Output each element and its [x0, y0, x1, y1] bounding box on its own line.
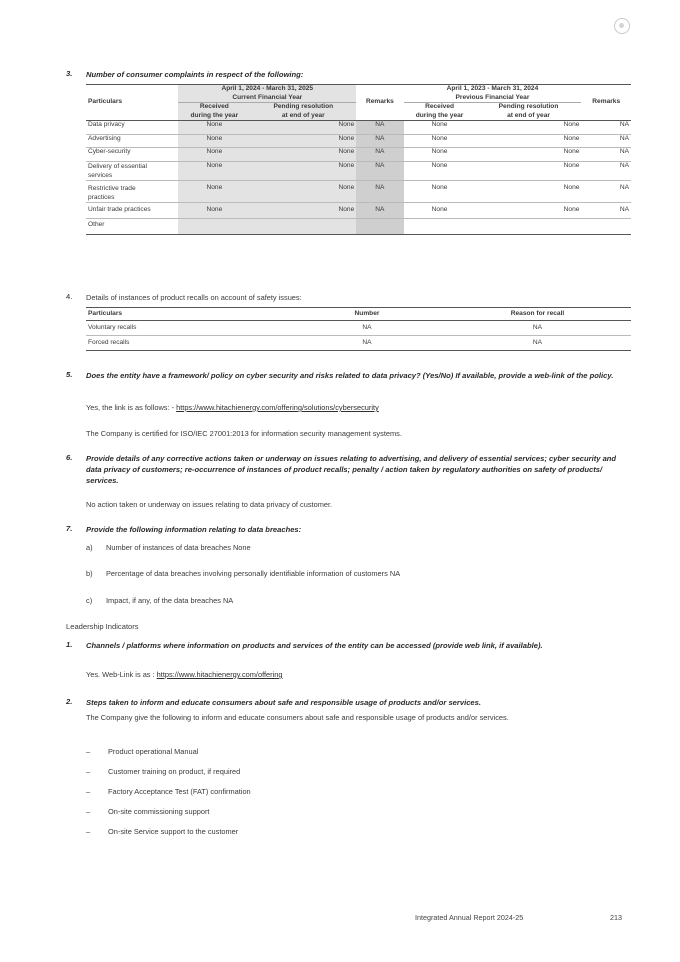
section-5-number: 5. [66, 370, 73, 379]
item-text: Factory Acceptance Test (FAT) confirmation [108, 787, 251, 796]
item-text: On-site Service support to the customer [108, 827, 239, 836]
leadership-indicators-heading: Leadership Indicators [66, 622, 139, 631]
cell: None [178, 202, 250, 219]
table-row [86, 321, 631, 336]
item-label: b) [86, 569, 93, 578]
section-4-number: 4. [66, 292, 73, 301]
pending-line2: at end of year [507, 111, 550, 119]
current-period: April 1, 2024 - March 31, 2025 [221, 85, 314, 92]
previous-label: Previous Financial Year [455, 93, 530, 101]
item-text: On-site commissioning support [108, 807, 210, 816]
col-reason: Reason for recall [510, 310, 565, 317]
page-number: 213 [610, 913, 622, 922]
item-text: Product operational Manual [108, 747, 199, 756]
list-item [86, 807, 209, 816]
leadership-2-text: The Company give the following to inform and educate consumers about safe and responsible usage of products and/or services. [86, 713, 509, 722]
cell: NA [619, 121, 629, 128]
col-pending-previous [476, 103, 582, 121]
section-3-heading: Number of consumer complaints in respect of the following: [86, 70, 304, 79]
cell: None [563, 121, 580, 128]
list-item [86, 747, 198, 756]
dash: – [86, 767, 91, 776]
table-row [86, 121, 631, 135]
col-pending-current [250, 103, 356, 121]
cell: None [250, 202, 356, 219]
col-received-previous [404, 103, 476, 121]
cell: NA [619, 183, 629, 191]
cell: None [250, 148, 356, 162]
row-label-line2: services [88, 171, 113, 179]
pending-line1: Pending resolution [498, 103, 559, 110]
cell: NA [362, 324, 372, 331]
recalls-table [86, 307, 631, 351]
company-logo-icon [614, 18, 630, 34]
leadership-1-number: 1. [66, 640, 73, 649]
row-label-line2: practices [88, 193, 115, 201]
cell: NA [619, 134, 629, 142]
table-row [86, 180, 631, 202]
row-label: Forced recalls [88, 339, 130, 346]
cell: None [250, 121, 356, 135]
cell: None [178, 121, 250, 135]
col-remarks-current: Remarks [356, 85, 403, 121]
item-text: Impact, if any, of the data breaches NA [106, 596, 234, 605]
table-row [86, 202, 631, 219]
link-prefix: Yes. Web-Link is as : [86, 670, 157, 679]
row-label [86, 161, 178, 180]
complaints-table [86, 84, 631, 235]
dash: – [86, 787, 91, 796]
table-row [86, 219, 631, 235]
list-item [86, 787, 251, 796]
cell: None [563, 161, 580, 169]
current-year-header [178, 85, 356, 103]
cell: NA [356, 148, 403, 162]
cell: None [431, 121, 448, 128]
offering-link[interactable]: https://www.hitachienergy.com/offering [156, 670, 283, 679]
row-label-line1: Delivery of essential [88, 162, 148, 170]
previous-period: April 1, 2023 - March 31, 2024 [446, 85, 539, 92]
section-6-number: 6. [66, 453, 73, 462]
previous-year-header [404, 85, 582, 103]
cell: NA [362, 339, 372, 346]
row-label: Other [88, 221, 105, 228]
leadership-1-heading: Channels / platforms where information on products and services of the entity can be accessed (provide web link, if available). [86, 641, 543, 650]
section-7-number: 7. [66, 524, 73, 533]
table-row [86, 161, 631, 180]
cell: None [431, 161, 448, 169]
pending-line2: at end of year [281, 111, 325, 119]
section-3-number: 3. [66, 69, 73, 78]
row-label: Data privacy [88, 121, 125, 128]
cell: NA [619, 205, 629, 213]
row-label [86, 180, 178, 202]
list-item [86, 596, 233, 605]
leadership-2-number: 2. [66, 697, 73, 706]
col-particulars: Particulars [86, 85, 178, 121]
section-4-text: Details of instances of product recalls on account of safety issues: [86, 293, 302, 302]
section-6-heading: Provide details of any corrective actions taken or underway on issues relating to advertising, and delivery of essential services; cyber security and data privacy of customers; re-occurrence of instances of product recalls; penalty / action taken by regulatory authorities on safety of products/ services. [86, 454, 617, 485]
cell: None [431, 183, 448, 191]
cell: None [178, 148, 250, 162]
list-item [86, 767, 240, 776]
row-label: Cyber-security [88, 148, 131, 155]
cell: NA [532, 324, 543, 331]
cell: NA [619, 161, 629, 169]
section-6-text: No action taken or underway on issues relating to data privacy of customer. [86, 500, 333, 509]
pending-line1: Pending resolution [273, 103, 334, 110]
leadership-2-heading: Steps taken to inform and educate consumers about safe and responsible usage of products and/or services. [86, 698, 481, 707]
cell: None [563, 205, 580, 213]
row-label: Advertising [88, 134, 121, 142]
footer-title: Integrated Annual Report 2024-25 [415, 913, 524, 922]
section-5-line2: The Company is certified for ISO/IEC 27001:2013 for information security management systems. [86, 429, 402, 438]
received-line2: during the year [190, 111, 239, 119]
row-label: Voluntary recalls [88, 324, 137, 331]
received-line1: Received [199, 103, 229, 110]
cell: None [250, 180, 356, 202]
item-text: Percentage of data breaches involving personally identifiable information of customers NA [106, 569, 401, 578]
row-label-line1: Restrictive trade [88, 184, 136, 192]
cybersecurity-link[interactable]: https://www.hitachienergy.com/offering/solutions/cybersecurity [176, 403, 379, 412]
cell: None [250, 134, 356, 148]
cell: NA [532, 339, 543, 346]
item-label: a) [86, 543, 93, 552]
section-5-line1 [86, 402, 631, 413]
col-number: Number [354, 310, 380, 317]
col-received-current [178, 103, 250, 121]
cell: None [563, 183, 580, 191]
section-5-heading: Does the entity have a framework/ policy on cyber security and risks related to data privacy? (Yes/No) If available, provide a web-link of the policy. [86, 371, 614, 380]
cell: None [431, 148, 448, 155]
link-prefix: Yes, the link is as follows: - [86, 403, 177, 412]
cell: NA [619, 148, 629, 155]
item-text: Number of instances of data breaches None [106, 543, 251, 552]
row-label: Unfair trade practices [88, 205, 151, 213]
item-label: c) [86, 596, 93, 605]
section-7-heading: Provide the following information relating to data breaches: [86, 525, 302, 534]
cell: NA [356, 202, 403, 219]
table-row [86, 148, 631, 162]
item-text: Customer training on product, if required [108, 767, 241, 776]
dash: – [86, 827, 91, 836]
list-item [86, 569, 400, 578]
leadership-1-line [86, 669, 631, 680]
cell: None [178, 161, 250, 180]
cell: None [563, 134, 580, 142]
cell: None [431, 134, 448, 142]
cell: NA [356, 134, 403, 148]
cell: NA [356, 121, 403, 135]
cell: None [250, 161, 356, 180]
cell: None [563, 148, 580, 155]
col-remarks-previous: Remarks [581, 85, 631, 121]
cell: None [178, 180, 250, 202]
received-line2: during the year [415, 111, 464, 119]
cell: None [431, 205, 448, 213]
cell: None [178, 134, 250, 148]
dash: – [86, 747, 91, 756]
table-row [86, 336, 631, 351]
list-item [86, 543, 251, 552]
current-label: Current Financial Year [232, 93, 303, 101]
dash: – [86, 807, 91, 816]
table-row [86, 134, 631, 148]
list-item [86, 827, 238, 836]
cell: NA [356, 180, 403, 202]
cell: NA [356, 161, 403, 180]
col-particulars: Particulars [88, 310, 123, 317]
received-line1: Received [425, 103, 455, 110]
